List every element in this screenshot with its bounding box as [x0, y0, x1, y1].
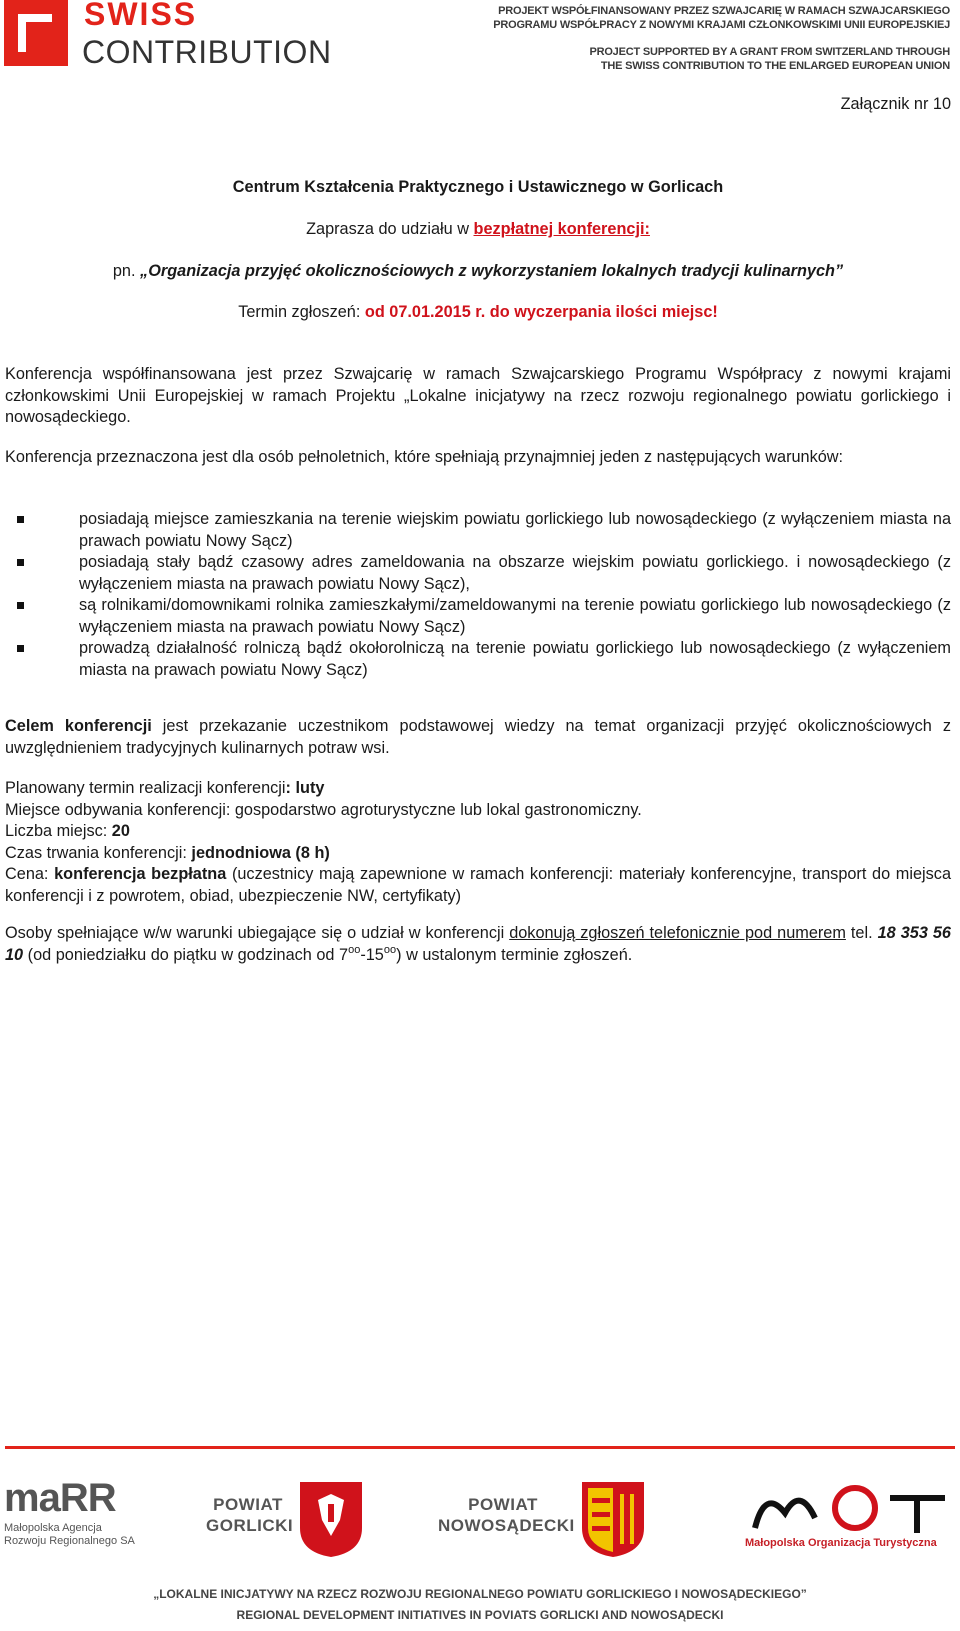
footer-project-title-en: REGIONAL DEVELOPMENT INITIATIVES IN POVIATS GORLICKI AND NOWOSĄDECKI — [236, 1608, 724, 1622]
registration-term: Termin zgłoszeń: od 07.01.2015 r. do wyczerpania ilości miejsc! — [238, 303, 718, 321]
gorlice-coat-of-arms-icon — [298, 1480, 364, 1563]
seat-count: Liczba miejsc: 20 — [5, 822, 130, 840]
conference-topic: pn. „Organizacja przyjęć okolicznościowych z wykorzystaniem lokalnych tradycji kulinarnych” — [112, 262, 844, 280]
mot-logo-icon — [745, 1478, 955, 1543]
price: Cena: konferencja bezpłatna (uczestnicy mają zapewnione w ramach konferencji: materiały konferencyjne, transport do miejsca konferencji i z powrotem, obiad, ubezpieczenie NW, certyfikaty) — [5, 865, 951, 905]
list-item: są rolnikami/domownikami rolnika zamieszkałymi/zameldowanymi na terenie powiatu gorlickiego lub nowosądeckiego (z wyłączeniem miasta na prawach powiatu Nowy Sącz) — [5, 595, 951, 638]
footer-project-title: „LOKALNE INICJATYWY NA RZECZ ROZWOJU REGIONALNEGO POWIATU GORLICKIEGO I NOWOSĄDECKIEGO” — [153, 1587, 807, 1601]
header-line: THE SWISS CONTRIBUTION TO THE ENLARGED EUROPEAN UNION — [600, 60, 950, 72]
brand-contribution: CONTRIBUTION — [82, 34, 332, 70]
eligibility-intro: Konferencja przeznaczona jest dla osób pełnoletnich, które spełniają przynajmniej jeden z następujących warunków: — [5, 448, 844, 466]
conference-title: „Organizacja przyjęć okolicznościowych z wykorzystaniem lokalnych tradycji kulinarnych” — [140, 262, 844, 280]
header-line: PROJEKT WSPÓŁFINANSOWANY PRZEZ SZWAJCARIĘ W RAMACH SZWAJCARSKIEGO — [498, 5, 950, 17]
goal-paragraph: Celem konferencji jest przekazanie uczestnikom podstawowej wiedzy na temat organizacji przyjęć okolicznościowych z uwzględnieniem tradycyjnych kulinarnych potraw wsi. — [5, 717, 951, 757]
header-line: PROJECT SUPPORTED BY A GRANT FROM SWITZERLAND THROUGH — [589, 46, 950, 58]
list-item: posiadają stały bądź czasowy adres zameldowania na obszarze wiejskim powiatu gorlickiego. i nowosądeckiego (z wyłączeniem miasta na prawach powiatu Nowy Sącz), — [5, 552, 951, 595]
marr-logo: maRR — [4, 1476, 116, 1520]
powiat-nowosadecki-label: POWIAT NOWOSĄDECKI — [438, 1495, 575, 1535]
invitation-line: Zaprasza do udziału w bezpłatnej konferencji: — [306, 220, 650, 238]
cofinancing-paragraph: Konferencja współfinansowana jest przez Szwajcarię w ramach Szwajcarskiego Programu Współpracy z nowymi krajami członkowskimi Unii Europejskiej w ramach Projektu „Lokalne inicjatywy na rzecz rozwoju regionalnego powiatu gorlickiego i nowosądeckiego. — [5, 365, 951, 426]
mot-subtitle: Małopolska Organizacja Turystyczna — [745, 1537, 937, 1549]
marr-subtitle: Małopolska Agencja Rozwoju Regionalnego SA — [4, 1522, 135, 1547]
list-item: posiadają miejsce zamieszkania na terenie wiejskim powiatu gorlickiego lub nowosądeckiego (z wyłączeniem miasta na prawach powiatu Nowy Sącz) — [5, 509, 951, 552]
registration-term-value: od 07.01.2015 r. do wyczerpania ilości miejsc! — [364, 303, 718, 321]
header-line: PROGRAMU WSPÓŁPRACY Z NOWYMI KRAJAMI CZŁONKOWSKIMI UNII EUROPEJSKIEJ — [493, 19, 950, 31]
powiat-gorlicki-label: POWIAT GORLICKI — [206, 1495, 294, 1535]
duration: Czas trwania konferencji: jednodniowa (8 h) — [5, 843, 330, 862]
footer-divider — [5, 1446, 955, 1449]
venue: Miejsce odbywania konferencji: gospodarstwo agroturystyczne lub lokal gastronomiczny. — [5, 800, 642, 819]
contact-paragraph: Osoby spełniające w/w warunki ubiegające się o udział w konferencji dokonują zgłoszeń telefonicznie pod numerem tel. 18 353 56 10 (od poniedziałku do piątku w godzinach od $7^{oo}-15^{oo}$) w ustalonym terminie zgłoszeń. — [5, 924, 951, 964]
header-project-statement — [493, 4, 950, 73]
annex-number: Załącznik nr 10 — [840, 95, 951, 113]
swiss-flag-logo — [4, 0, 68, 66]
list-item: prowadzą działalność rolniczą bądź okołorolniczą na terenie powiatu gorlickiego lub nowosądeckiego (z wyłączeniem miasta na prawach powiatu Nowy Sącz) — [5, 638, 951, 681]
details-block — [5, 778, 951, 907]
brand-swiss: SWISS — [84, 0, 198, 32]
phone-number: 18 353 56 10 — [5, 924, 951, 964]
planned-term: Planowany termin realizacji konferencji: luty — [5, 779, 325, 797]
free-conference-highlight: bezpłatnej konferencji: — [473, 220, 650, 238]
registration-method: dokonują zgłoszeń telefonicznie pod numerem — [509, 924, 846, 942]
nowosadecki-coat-of-arms-icon — [580, 1480, 646, 1563]
conditions-list — [5, 509, 951, 681]
organizer-name: Centrum Kształcenia Praktycznego i Ustawicznego w Gorlicach — [232, 178, 724, 196]
